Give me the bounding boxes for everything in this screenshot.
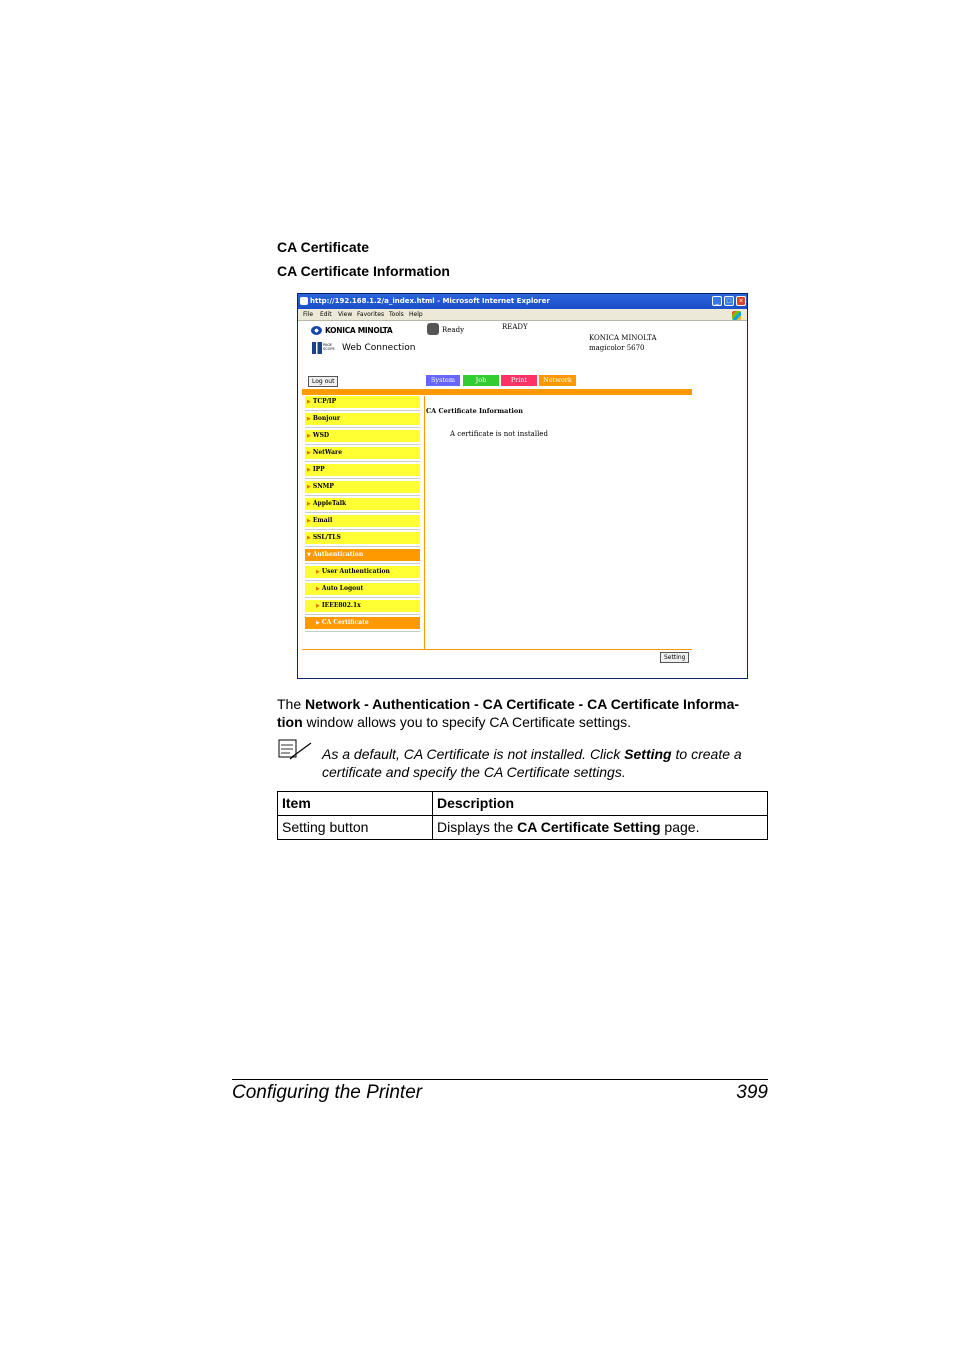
nav-item[interactable]	[305, 481, 420, 493]
note-text	[322, 745, 767, 781]
ie-page-icon	[300, 297, 308, 305]
nav-separator	[305, 563, 420, 564]
header-description: Description	[433, 792, 768, 816]
nav-item[interactable]	[305, 583, 420, 595]
desc-bold: CA Certificate Setting	[517, 819, 661, 835]
pagescope-logo-icon	[312, 342, 322, 354]
footer-accent-line	[302, 649, 692, 650]
nav-separator	[305, 478, 420, 479]
status-value: READY	[502, 323, 528, 331]
chevron-right-icon: ▶	[307, 450, 311, 456]
browser-screenshot	[297, 293, 748, 679]
note-part1: As a default, CA Certificate is not installed. Click	[322, 746, 625, 762]
chevron-right-icon: ▶	[307, 399, 311, 405]
chevron-down-icon: ▼	[307, 552, 311, 558]
intro-suffix: window allows you to specify CA Certificate settings.	[302, 714, 632, 730]
maximize-icon[interactable]: □	[724, 296, 734, 306]
nav-item-label: Bonjour	[312, 415, 340, 422]
minimize-icon[interactable]: _	[712, 296, 722, 306]
nav-separator	[305, 427, 420, 428]
nav-item-label: Email	[312, 517, 333, 524]
tab-network[interactable]: Network	[539, 375, 576, 386]
nav-item-label: SSL/TLS	[312, 534, 341, 541]
table-row	[278, 816, 768, 840]
nav-item[interactable]	[305, 617, 420, 629]
nav-item-label: User Authentication	[321, 568, 390, 575]
windows-logo-icon	[732, 311, 741, 320]
logout-button[interactable]: Log out	[308, 376, 338, 387]
intro-prefix: The	[277, 696, 306, 712]
window-title: http://192.168.1.2/a_index.html - Microsoft Internet Explorer	[310, 297, 550, 305]
close-icon[interactable]: ×	[736, 296, 746, 306]
nav-item-label: Auto Logout	[321, 585, 364, 592]
nav-item[interactable]	[305, 600, 420, 612]
model-brand: KONICA MINOLTA	[589, 334, 657, 342]
nav-item-label: WSD	[312, 432, 330, 439]
cell-item: Setting button	[278, 816, 433, 840]
chevron-right-icon: ▶	[316, 569, 320, 575]
nav-item-label: TCP/IP	[312, 398, 337, 405]
nav-item[interactable]	[305, 413, 420, 425]
nav-separator	[305, 597, 420, 598]
nav-separator	[305, 580, 420, 581]
status-label: Ready	[442, 326, 465, 334]
cell-description	[433, 816, 768, 840]
nav-separator	[305, 461, 420, 462]
web-page	[299, 321, 746, 678]
menu-bar	[298, 309, 747, 321]
tab-job[interactable]: Job	[463, 375, 499, 386]
nav-item-label: Authentication	[312, 551, 364, 558]
brand-name: KONICA MINOLTA	[325, 326, 393, 335]
nav-item[interactable]	[305, 532, 420, 544]
chevron-right-icon: ▶	[307, 484, 311, 490]
nav-item[interactable]	[305, 396, 420, 408]
tab-accent-bar	[302, 389, 692, 395]
footer-rule	[232, 1079, 768, 1080]
nav-separator	[305, 410, 420, 411]
chevron-right-icon: ▶	[307, 518, 311, 524]
menu-favorites[interactable]: Favorites	[357, 311, 385, 318]
nav-divider	[424, 396, 425, 649]
intro-path: Network - Authentication - CA Certificate - CA Certificate Informa-	[305, 696, 740, 712]
nav-item-label: AppleTalk	[312, 500, 347, 507]
nav-item[interactable]	[305, 566, 420, 578]
nav-item-label: SNMP	[312, 483, 334, 490]
konica-minolta-logo-icon	[311, 326, 322, 335]
nav-item[interactable]	[305, 430, 420, 442]
nav-item-label: IPP	[312, 466, 325, 473]
chevron-right-icon: ▶	[307, 467, 311, 473]
tab-print[interactable]: Print	[501, 375, 537, 386]
nav-item[interactable]	[305, 549, 420, 561]
content-message: A certificate is not installed	[450, 430, 548, 438]
page-number: 399	[736, 1082, 768, 1103]
subsection-heading: CA Certificate Information	[277, 263, 450, 279]
items-table	[277, 791, 768, 840]
note-bold: Setting	[624, 746, 672, 762]
menu-file[interactable]: File	[303, 311, 314, 318]
nav-item-label: NetWare	[312, 449, 343, 456]
table-header-row	[278, 792, 768, 816]
nav-separator	[305, 529, 420, 530]
note-part2: to create a	[671, 746, 742, 762]
header-item: Item	[278, 792, 433, 816]
nav-item[interactable]	[305, 498, 420, 510]
intro-paragraph	[277, 695, 767, 731]
desc-prefix: Displays the	[437, 819, 518, 835]
pagescope-logo-text: PAGE SCOPE	[323, 343, 335, 351]
menu-help[interactable]: Help	[409, 311, 423, 318]
content-title: CA Certificate Information	[426, 407, 523, 415]
footer-title: Configuring the Printer	[232, 1082, 423, 1103]
nav-item[interactable]	[305, 515, 420, 527]
tab-system[interactable]: System	[426, 375, 460, 386]
chevron-right-icon: ▶	[316, 586, 320, 592]
chevron-right-icon: ▶	[316, 603, 320, 609]
chevron-right-icon: ▶	[307, 535, 311, 541]
note-icon	[278, 739, 314, 761]
section-heading: CA Certificate	[277, 239, 370, 255]
nav-item[interactable]	[305, 447, 420, 459]
nav-item[interactable]	[305, 464, 420, 476]
nav-separator	[305, 512, 420, 513]
chevron-right-icon: ▶	[307, 416, 311, 422]
nav-separator	[305, 631, 420, 632]
window-titlebar	[298, 294, 747, 309]
menu-tools[interactable]: Tools	[389, 311, 404, 318]
note-line2: certificate and specify the CA Certificate settings.	[322, 764, 626, 780]
nav-separator	[305, 495, 420, 496]
nav-item-label: IEEE802.1x	[321, 602, 361, 609]
nav-separator	[305, 444, 420, 445]
chevron-right-icon: ▶	[307, 501, 311, 507]
chevron-right-icon: ▶	[307, 433, 311, 439]
nav-separator	[305, 614, 420, 615]
chevron-right-icon: ▶	[316, 620, 320, 626]
setting-button[interactable]: Setting	[660, 652, 689, 663]
desc-suffix: page.	[660, 819, 700, 835]
menu-edit[interactable]: Edit	[320, 311, 332, 318]
printer-status-icon	[427, 323, 439, 335]
model-name: magicolor 5670	[589, 344, 645, 352]
product-name: Web Connection	[342, 343, 416, 353]
nav-item-label: CA Certificate	[321, 619, 369, 626]
nav-separator	[305, 546, 420, 547]
menu-view[interactable]: View	[338, 311, 353, 318]
intro-path-end: tion	[277, 714, 303, 730]
